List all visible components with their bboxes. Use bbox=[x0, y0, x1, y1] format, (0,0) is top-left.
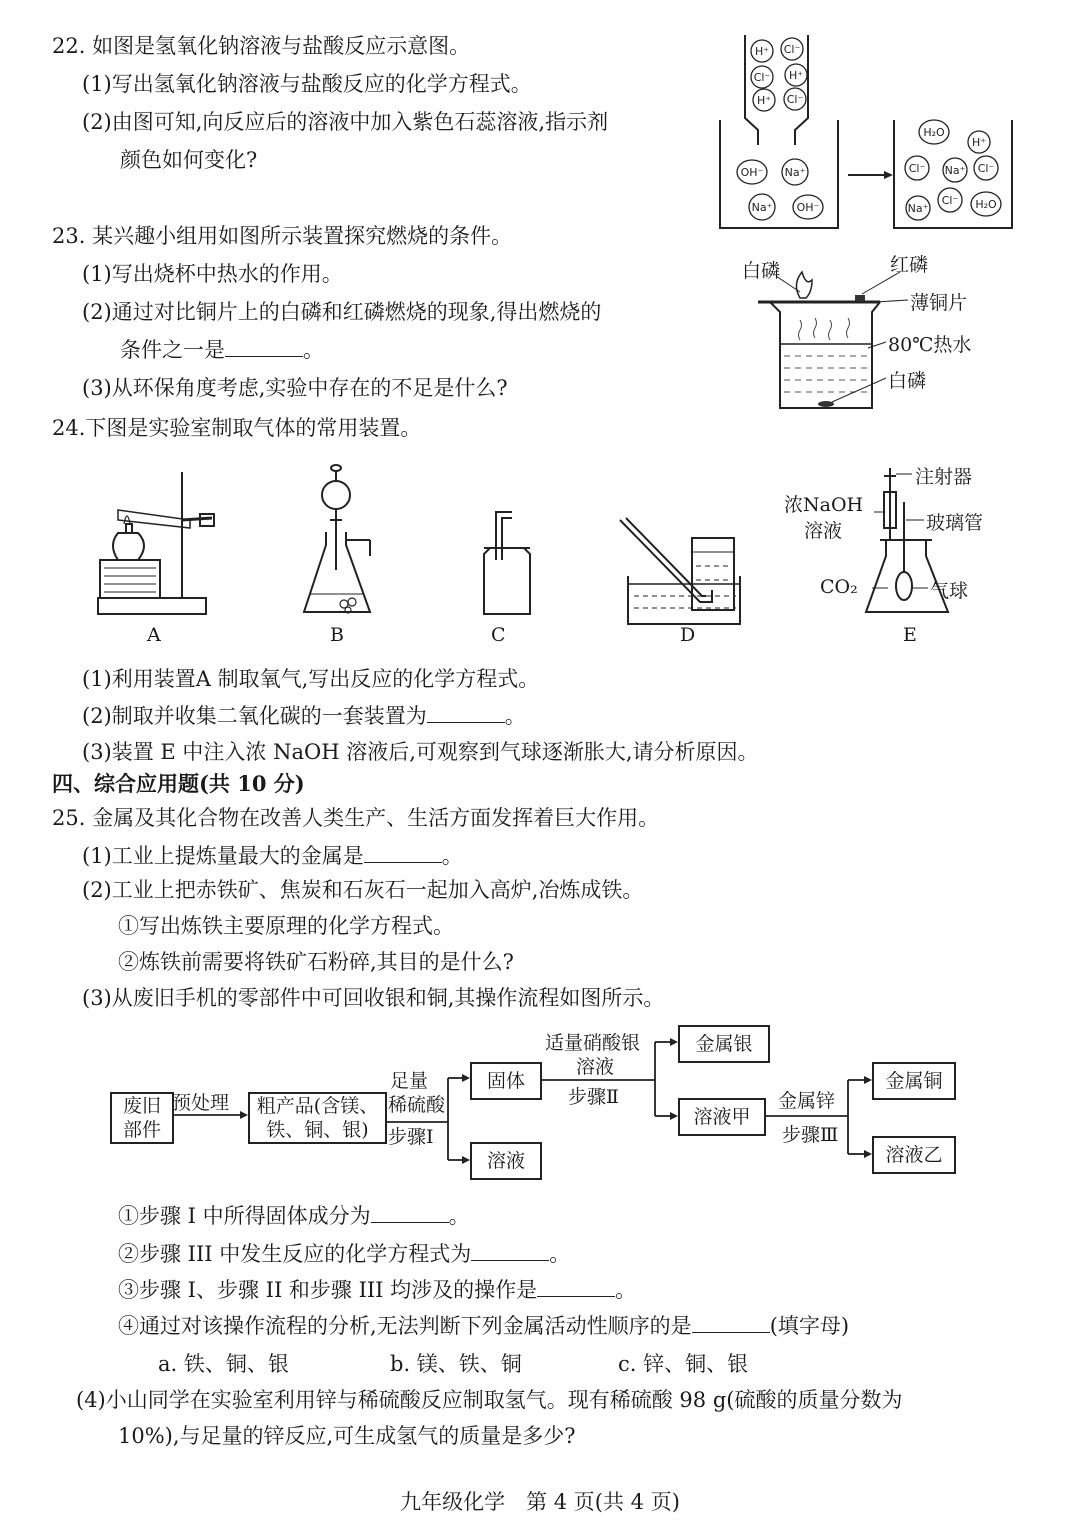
ion-right-5: Cl⁻ bbox=[977, 162, 995, 175]
label-naoh-2: 溶液 bbox=[804, 520, 843, 542]
q22-title: 22. 如图是氢氧化钠溶液与盐酸反应示意图。 bbox=[52, 34, 471, 58]
flow-label-pretreat: 预处理 bbox=[172, 1092, 230, 1114]
ion-top-3: Cl⁻ bbox=[753, 71, 771, 84]
label-glass-tube: 玻璃管 bbox=[926, 512, 984, 534]
q25-step-q4: ④通过对该操作流程的分析,无法判断下列金属活动性顺序的是 (填字母) bbox=[118, 1314, 850, 1338]
ion-left-2: Na⁺ bbox=[784, 166, 806, 179]
q22-part1: (1)写出氢氧化钠溶液与盐酸反应的化学方程式。 bbox=[82, 72, 532, 96]
flow-box-silver: 金属银 bbox=[678, 1025, 770, 1063]
label-naoh-1: 浓NaOH bbox=[784, 494, 864, 516]
flow-label-acid-1: 足量 bbox=[390, 1070, 429, 1092]
q25-part4-line1: (4)小山同学在实验室利用锌与稀硫酸反应制取氢气。现有稀硫酸 98 g(硫酸的质量分数为 bbox=[76, 1388, 903, 1412]
label-balloon: 气球 bbox=[930, 580, 969, 602]
q22-part2-line2: 颜色如何变化? bbox=[120, 148, 258, 172]
flow-box-waste-parts: 废旧 部件 bbox=[110, 1092, 174, 1144]
q25-title: 25. 金属及其化合物在改善人类生产、生活方面发挥着巨大作用。 bbox=[52, 806, 660, 830]
option-a: a. 铁、铜、银 bbox=[158, 1352, 289, 1376]
q23-part1: (1)写出烧杯中热水的作用。 bbox=[82, 262, 343, 286]
flow-label-agno3-2: 溶液 bbox=[576, 1056, 615, 1078]
page-footer: 九年级化学 第 4 页(共 4 页) bbox=[400, 1490, 680, 1514]
q23-part3: (3)从环保角度考虑,实验中存在的不足是什么? bbox=[82, 376, 508, 400]
apparatus-b-label: B bbox=[330, 624, 344, 646]
apparatus-c-label: C bbox=[491, 624, 506, 646]
flow-box-solid: 固体 bbox=[470, 1062, 542, 1100]
q25-step-q3: ③步骤 I、步骤 II 和步骤 III 均涉及的操作是 。 bbox=[118, 1278, 637, 1302]
ion-left-4: OH⁻ bbox=[796, 201, 820, 214]
flow-label-step3: 步骤Ⅲ bbox=[782, 1124, 839, 1146]
ion-right-2: H⁺ bbox=[971, 136, 987, 149]
apparatus-a-label: A bbox=[147, 624, 161, 646]
section-heading: 四、综合应用题(共 10 分) bbox=[52, 771, 305, 796]
ion-right-7: Cl⁻ bbox=[941, 194, 959, 207]
apparatus-d-label: D bbox=[680, 624, 696, 646]
q23-title: 23. 某兴趣小组用如图所示装置探究燃烧的条件。 bbox=[52, 224, 513, 248]
flow-box-solution: 溶液 bbox=[470, 1142, 542, 1180]
q23-part2-line2: 条件之一是 。 bbox=[120, 338, 324, 362]
q25-step-q1: ①步骤 I 中所得固体成分为 。 bbox=[118, 1204, 470, 1228]
flow-label-step2: 步骤Ⅱ bbox=[568, 1086, 619, 1108]
q25-part1: (1)工业上提炼量最大的金属是 。 bbox=[82, 844, 463, 868]
ion-right-6: Na⁺ bbox=[907, 202, 929, 215]
option-b: b. 镁、铁、铜 bbox=[390, 1352, 522, 1376]
ion-right-3: Cl⁻ bbox=[908, 162, 926, 175]
q24-part3: (3)装置 E 中注入浓 NaOH 溶液后,可观察到气球逐渐胀大,请分析原因。 bbox=[82, 740, 759, 764]
answer-blank[interactable] bbox=[692, 1312, 770, 1333]
q23-part2-line1: (2)通过对比铜片上的白磷和红磷燃烧的现象,得出燃烧的 bbox=[82, 300, 602, 324]
q25-part4-line2: 10%),与足量的锌反应,可生成氢气的质量是多少? bbox=[118, 1424, 576, 1448]
answer-blank[interactable] bbox=[537, 1276, 615, 1297]
q25-part2-sub1: ①写出炼铁主要原理的化学方程式。 bbox=[118, 914, 454, 938]
ion-right-8: H₂O bbox=[975, 198, 997, 211]
flow-box-crude-product: 粗产品(含镁、 铁、铜、银) bbox=[248, 1092, 387, 1144]
ion-top-2: Cl⁻ bbox=[783, 43, 801, 56]
label-hot-water: 80℃热水 bbox=[888, 334, 972, 356]
ion-top-4: H⁺ bbox=[788, 69, 804, 82]
label-syringe: 注射器 bbox=[915, 466, 973, 488]
label-white-phosphorus-top: 白磷 bbox=[742, 260, 781, 282]
ion-top-1: H⁺ bbox=[754, 45, 770, 58]
label-red-phosphorus: 红磷 bbox=[890, 254, 929, 276]
flow-box-solution-a: 溶液甲 bbox=[678, 1098, 766, 1136]
label-copper-sheet: 薄铜片 bbox=[910, 292, 968, 314]
q22-part2-line1: (2)由图可知,向反应后的溶液中加入紫色石蕊溶液,指示剂 bbox=[82, 110, 609, 134]
flow-label-step1: 步骤Ⅰ bbox=[388, 1126, 434, 1148]
q25-part3: (3)从废旧手机的零部件中可回收银和铜,其操作流程如图所示。 bbox=[82, 986, 665, 1010]
q24-part2: (2)制取并收集二氧化碳的一套装置为 。 bbox=[82, 704, 526, 728]
q25-part2-sub2: ②炼铁前需要将铁矿石粉碎,其目的是什么? bbox=[118, 950, 514, 974]
q24-part1: (1)利用装置A 制取氧气,写出反应的化学方程式。 bbox=[82, 667, 540, 691]
q25-part2: (2)工业上把赤铁矿、焦炭和石灰石一起加入高炉,冶炼成铁。 bbox=[82, 878, 644, 902]
flow-label-agno3-1: 适量硝酸银 bbox=[545, 1032, 641, 1054]
q24-title: 24.下图是实验室制取气体的常用装置。 bbox=[52, 416, 422, 440]
ion-right-4: Na⁺ bbox=[944, 164, 966, 177]
option-c: c. 锌、铜、银 bbox=[618, 1352, 749, 1376]
ion-top-5: H⁺ bbox=[756, 94, 772, 107]
apparatus-e-label: E bbox=[903, 624, 917, 646]
flow-label-acid-2: 稀硫酸 bbox=[388, 1094, 446, 1116]
flow-label-zinc: 金属锌 bbox=[778, 1090, 836, 1112]
answer-blank[interactable] bbox=[371, 1202, 449, 1223]
q25-step-q2: ②步骤 III 中发生反应的化学方程式为 。 bbox=[118, 1242, 571, 1266]
ion-right-1: H₂O bbox=[923, 126, 945, 139]
answer-blank[interactable] bbox=[471, 1240, 549, 1261]
label-white-phosphorus-bottom: 白磷 bbox=[888, 370, 927, 392]
ion-left-1: OH⁻ bbox=[740, 166, 764, 179]
flow-box-copper: 金属铜 bbox=[872, 1062, 956, 1100]
label-co2: CO₂ bbox=[820, 576, 858, 598]
ion-left-3: Na⁺ bbox=[751, 201, 773, 214]
flow-box-solution-b: 溶液乙 bbox=[872, 1136, 956, 1174]
ion-top-6: Cl⁻ bbox=[786, 93, 804, 106]
